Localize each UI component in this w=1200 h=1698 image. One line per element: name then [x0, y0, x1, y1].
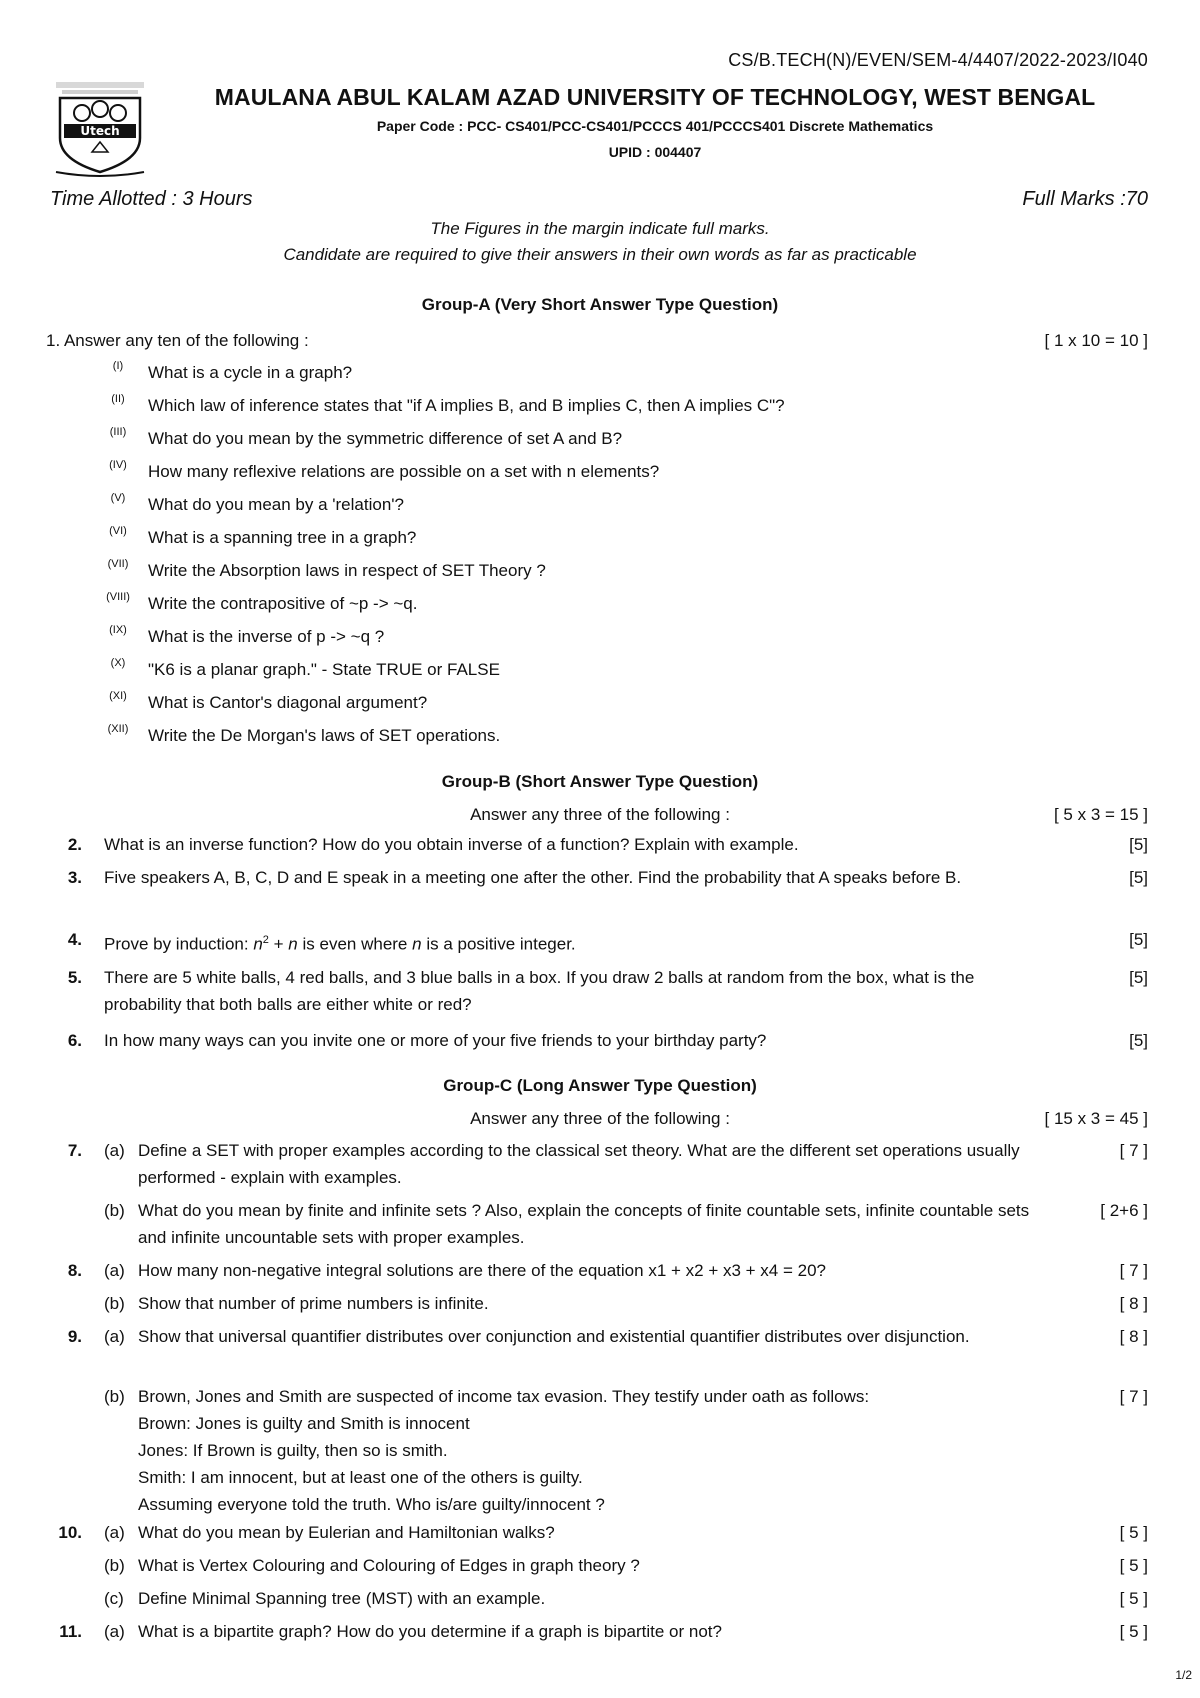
- question-item: What do you mean by a 'relation'?: [148, 495, 404, 514]
- q4-middle: is even where: [302, 934, 408, 954]
- question-marks: [5]: [1129, 968, 1148, 987]
- question-marks: [ 7 ]: [1119, 1387, 1148, 1406]
- full-marks: Full Marks :70: [1022, 188, 1148, 210]
- question-number: 10.: [58, 1523, 82, 1542]
- university-name: MAULANA ABUL KALAM AZAD UNIVERSITY OF TECHNOLOGY, WEST BENGAL: [214, 84, 1096, 110]
- question-item: What is the inverse of p -> ~q ?: [148, 627, 385, 646]
- question-item: Which law of inference states that "if A implies B, and B implies C, then A implies C"?: [148, 396, 785, 415]
- question-item: Write the Absorption laws in respect of SET Theory ?: [148, 561, 546, 580]
- q9b-line: Jones: If Brown is guilty, then so is smith.: [138, 1441, 448, 1460]
- q9b-line: Assuming everyone told the truth. Who is/are guilty/innocent ?: [138, 1495, 605, 1514]
- instruction-1: The Figures in the margin indicate full marks.: [430, 219, 770, 238]
- item-number: (X): [110, 657, 126, 669]
- group-b-marks: [ 5 x 3 = 15 ]: [1053, 805, 1148, 824]
- question-marks: [ 2+6 ]: [1100, 1201, 1148, 1220]
- item-number: (XI): [109, 690, 127, 702]
- subpart-label: (a): [104, 1622, 125, 1641]
- subpart-label: (c): [104, 1589, 124, 1608]
- group-b-title: Group-B (Short Answer Type Question): [441, 772, 759, 791]
- item-number: (VI): [109, 525, 127, 537]
- question-marks: [5]: [1129, 835, 1148, 854]
- subpart-label: (b): [104, 1387, 125, 1406]
- question-item: "K6 is a planar graph." - State TRUE or FALSE: [148, 660, 500, 679]
- math-exponent: 2: [262, 934, 269, 946]
- question-marks: [5]: [1129, 1031, 1148, 1050]
- item-number: (I): [112, 360, 124, 372]
- instruction-2: Candidate are required to give their answers in their own words as far as practicable: [283, 245, 917, 264]
- item-number: (XII): [107, 723, 129, 735]
- question-item: Write the contrapositive of ~p -> ~q.: [148, 594, 418, 613]
- question-marks: [ 5 ]: [1119, 1589, 1148, 1608]
- question-text: How many non-negative integral solutions are there of the equation x1 + x2 + x3 + x4 = 20?: [138, 1261, 826, 1280]
- question-number: 6.: [67, 1031, 82, 1050]
- item-number: (V): [110, 492, 126, 504]
- paper-code: Paper Code : PCC- CS401/PCC-CS401/PCCCS 401/PCCCS401 Discrete Mathematics: [376, 118, 934, 134]
- question-number: 7.: [67, 1141, 82, 1160]
- math-n: n: [288, 934, 298, 954]
- question-text: What is a bipartite graph? How do you determine if a graph is bipartite or not?: [138, 1622, 722, 1641]
- question-item: What is a spanning tree in a graph?: [148, 528, 417, 547]
- question-text: Define Minimal Spanning tree (MST) with an example.: [138, 1589, 546, 1608]
- question-text: What do you mean by finite and infinite sets ? Also, explain the concepts of finite countable sets, infinite countable sets and infinite uncountable sets with proper examples.: [138, 1201, 1030, 1247]
- question-text: Show that universal quantifier distributes over conjunction and existential quantifier distributes over disjunction.: [138, 1327, 970, 1346]
- question-item: What is a cycle in a graph?: [148, 363, 353, 382]
- question-text: What is an inverse function? How do you obtain inverse of a function? Explain with example.: [104, 835, 799, 854]
- subpart-label: (a): [104, 1523, 125, 1542]
- page-number: 1/2: [1175, 1668, 1192, 1682]
- question-item: What is Cantor's diagonal argument?: [148, 693, 428, 712]
- question-number: 2.: [67, 835, 82, 854]
- q9b-line: Brown: Jones is guilty and Smith is innocent: [138, 1414, 470, 1433]
- question-marks: [ 7 ]: [1119, 1141, 1148, 1160]
- question-number: 5.: [67, 968, 82, 987]
- q9b-line: Smith: I am innocent, but at least one of the others is guilty.: [138, 1468, 583, 1487]
- question-text: Show that number of prime numbers is infinite.: [138, 1294, 489, 1313]
- q9b-line: Brown, Jones and Smith are suspected of income tax evasion. They testify under oath as follows:: [138, 1387, 870, 1406]
- group-a-title: Group-A (Very Short Answer Type Question): [421, 295, 779, 314]
- question-marks: [ 5 ]: [1119, 1556, 1148, 1575]
- item-number: (II): [111, 393, 125, 405]
- math-n: n: [253, 934, 263, 954]
- university-logo: [52, 80, 148, 180]
- question-number: 4.: [67, 930, 82, 949]
- group-c-title: Group-C (Long Answer Type Question): [443, 1076, 757, 1095]
- item-number: (VII): [107, 558, 129, 570]
- exam-code: CS/B.TECH(N)/EVEN/SEM-4/4407/2022-2023/I040: [728, 50, 1148, 70]
- question-number: 11.: [59, 1622, 82, 1641]
- group-a-instruction: 1. Answer any ten of the following :: [46, 331, 309, 350]
- item-number: (IX): [109, 624, 127, 636]
- group-a-marks: [ 1 x 10 = 10 ]: [1044, 331, 1148, 350]
- question-marks: [ 7 ]: [1119, 1261, 1148, 1280]
- group-b-instruction: Answer any three of the following :: [470, 805, 730, 824]
- item-number: (VIII): [106, 591, 130, 603]
- group-c-marks: [ 15 x 3 = 45 ]: [1044, 1109, 1148, 1128]
- question-number: 9.: [67, 1327, 82, 1346]
- question-marks: [ 5 ]: [1119, 1622, 1148, 1641]
- question-item: What do you mean by the symmetric difference of set A and B?: [148, 429, 623, 448]
- question-marks: [ 8 ]: [1119, 1294, 1148, 1313]
- question-text: There are 5 white balls, 4 red balls, and 3 blue balls in a box. If you draw 2 balls at random from the box, what is the probability that both balls are either white or red?: [104, 968, 975, 1014]
- item-number: (IV): [109, 459, 127, 471]
- logo-text: Utech: [80, 124, 120, 138]
- question-text: In how many ways can you invite one or more of your five friends to your birthday party?: [104, 1031, 767, 1050]
- q4-suffix: is a positive integer.: [426, 934, 576, 954]
- question-text: Define a SET with proper examples according to the classical set theory. What are the different set operations usually performed - explain with examples.: [138, 1141, 1020, 1187]
- question-item: How many reflexive relations are possible on a set with n elements?: [148, 462, 660, 481]
- item-number: (III): [109, 426, 127, 438]
- question-item: Write the De Morgan's laws of SET operations.: [148, 726, 501, 745]
- time-allotted: Time Allotted : 3 Hours: [50, 188, 253, 210]
- subpart-label: (b): [104, 1294, 125, 1313]
- subpart-label: (b): [104, 1556, 125, 1575]
- question-text: What do you mean by Eulerian and Hamiltonian walks?: [138, 1523, 555, 1542]
- subpart-label: (a): [104, 1141, 125, 1160]
- question-marks: [ 5 ]: [1119, 1523, 1148, 1542]
- question-number: 8.: [67, 1261, 82, 1280]
- q4-prefix: Prove by induction:: [104, 934, 249, 954]
- math-n: n: [412, 934, 422, 954]
- upid: UPID : 004407: [608, 144, 702, 160]
- question-marks: [5]: [1129, 930, 1148, 949]
- subpart-label: (a): [104, 1261, 125, 1280]
- group-c-instruction: Answer any three of the following :: [470, 1109, 730, 1128]
- question-text: [104, 927, 1064, 958]
- question-text: [138, 1383, 1038, 1518]
- question-marks: [5]: [1129, 868, 1148, 887]
- math-plus: +: [268, 934, 289, 954]
- question-marks: [ 8 ]: [1119, 1327, 1148, 1346]
- question-text: Five speakers A, B, C, D and E speak in a meeting one after the other. Find the probability that A speaks before B.: [104, 868, 962, 887]
- subpart-label: (b): [104, 1201, 125, 1220]
- question-number: 3.: [67, 868, 82, 887]
- subpart-label: (a): [104, 1327, 125, 1346]
- question-text: What is Vertex Colouring and Colouring of Edges in graph theory ?: [138, 1556, 640, 1575]
